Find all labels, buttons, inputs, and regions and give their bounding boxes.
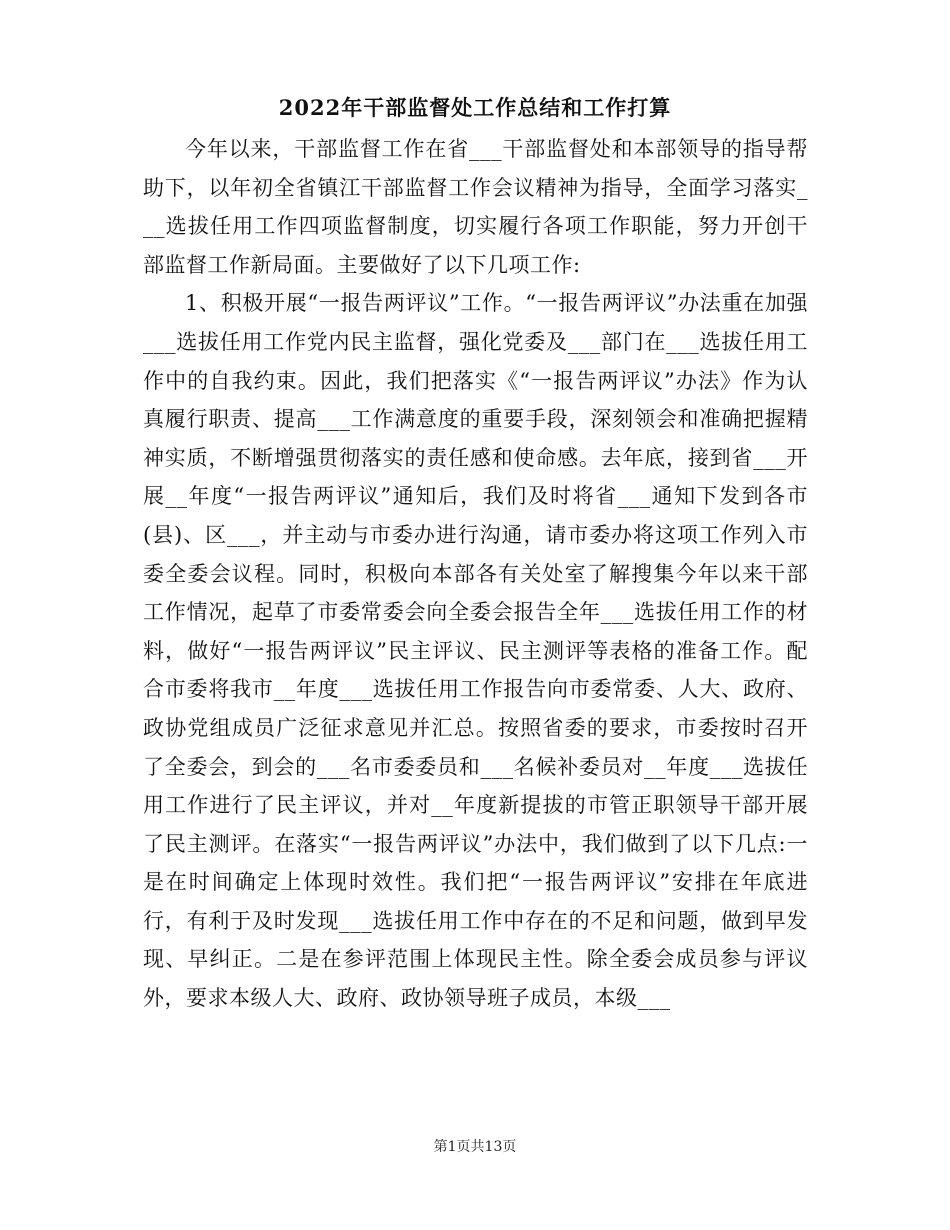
document-body (143, 130, 808, 1018)
page-number: 第1页共13页 (433, 1139, 517, 1155)
section-1-paragraph: 1、积极开展“一报告两评议”工作。“一报告两评议”办法重在加强___选拔任用工作党内民主监督，强化党委及___部门在___选拔任用工作中的自我约束。因此，我们把落实《“一报告两评议”办法》作为认真履行职责、提高___工作满意度的重要手段，深刻领会和准确把握精神实质，不断增强贯彻落实的责任感和使命感。去年底，接到省___开展__年度“一报告两评议”通知后，我们及时将省___通知下发到各市(县)、区___，并主动与市委办进行沟通，请市委办将这项工作列入市委全委会议程。同时，积极向本部各有关处室了解搜集今年以来干部工作情况，起草了市委常委会向全委会报告全年___选拔任用工作的材料，做好“一报告两评议”民主评议、民主测评等表格的准备工作。配合市委将我市__年度___选拔任用工作报告向市委常委、人大、政府、政协党组成员广泛征求意见并汇总。按照省委的要求，市委按时召开了全委会，到会的___名市委委员和___名候补委员对__年度___选拔任用工作进行了民主评议，并对__年度新提拔的市管正职领导干部开展了民主测评。在落实“一报告两评议”办法中，我们做到了以下几点:一是在时间确定上体现时效性。我们把“一报告两评议”安排在年底进行，有利于及时发现___选拔任用工作中存在的不足和问题，做到早发现、早纠正。二是在参评范围上体现民主性。除全委会成员参与评议外，要求本级人大、政府、政协领导班子成员，本级___ (143, 291, 808, 1011)
document-title: 2022年干部监督处工作总结和工作打算 (278, 95, 672, 120)
intro-paragraph: 今年以来，干部监督工作在省___干部监督处和本部领导的指导帮助下，以年初全省镇江干部监督工作会议精神为指导，全面学习落实___选拔任用工作四项监督制度，切实履行各项工作职能，努力开创干部监督工作新局面。主要做好了以下几项工作: (143, 137, 808, 277)
